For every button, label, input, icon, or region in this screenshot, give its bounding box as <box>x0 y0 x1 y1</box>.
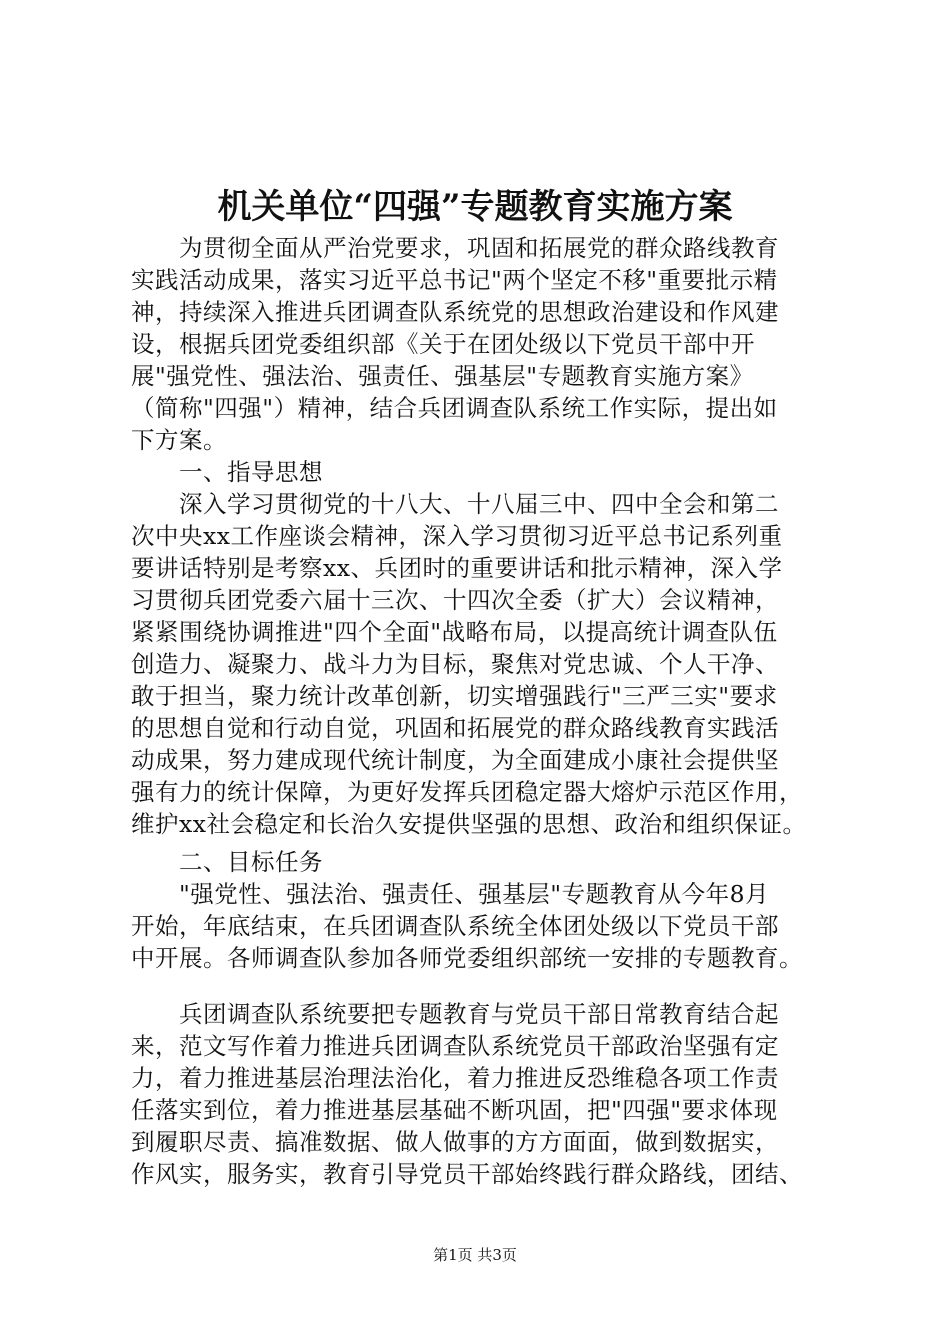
body-line: 为贯彻全面从严治党要求，巩固和拓展党的群众路线教育 <box>131 234 779 262</box>
body-line: 中开展。各师调查队参加各师党委组织部统一安排的专题教育。 <box>131 944 803 972</box>
body-line: 创造力、凝聚力、战斗力为目标，聚焦对党忠诚、个人干净、 <box>131 650 779 678</box>
document-title: 机关单位“四强”专题教育实施方案 <box>217 187 733 227</box>
section-heading: 二、目标任务 <box>131 848 323 876</box>
body-line: 下方案。 <box>131 426 227 454</box>
body-line: 到履职尽责、搞准数据、做人做事的方方面面，做到数据实， <box>131 1128 779 1156</box>
body-line: "强党性、强法治、强责任、强基层"专题教育从今年8月 <box>131 880 770 908</box>
body-line: 力，着力推进基层治理法治化，着力推进反恐维稳各项工作责 <box>131 1064 779 1092</box>
body-line: 要讲话特别是考察xx、兵团时的重要讲话和批示精神，深入学 <box>131 554 783 582</box>
page-number: 第1页 共3页 <box>433 1246 517 1264</box>
body-line: 深入学习贯彻党的十八大、十八届三中、四中全会和第二 <box>131 490 779 518</box>
body-line: 展"强党性、强法治、强责任、强基层"专题教育实施方案》 <box>131 362 754 390</box>
body-line: 习贯彻兵团党委六届十三次、十四次全委（扩大）会议精神， <box>131 586 779 614</box>
body-line: 维护xx社会稳定和长治久安提供坚强的思想、政治和组织保证。 <box>131 810 807 838</box>
body-line: 任落实到位，着力推进基层基础不断巩固，把"四强"要求体现 <box>131 1096 778 1124</box>
body-line: 的思想自觉和行动自觉，巩固和拓展党的群众路线教育实践活 <box>131 714 779 742</box>
body-line: （简称"四强"）精神，结合兵团调查队系统工作实际，提出如 <box>131 394 778 422</box>
body-line: 开始，年底结束，在兵团调查队系统全体团处级以下党员干部 <box>131 912 779 940</box>
body-line: 神，持续深入推进兵团调查队系统党的思想政治建设和作风建 <box>131 298 779 326</box>
body-line: 来，范文写作着力推进兵团调查队系统党员干部政治坚强有定 <box>131 1032 779 1060</box>
section-heading: 一、指导思想 <box>131 458 323 486</box>
body-line: 次中央xx工作座谈会精神，深入学习贯彻习近平总书记系列重 <box>131 522 783 550</box>
body-line: 动成果，努力建成现代统计制度，为全面建成小康社会提供坚 <box>131 746 779 774</box>
body-line: 作风实，服务实，教育引导党员干部始终践行群众路线，团结、 <box>131 1160 803 1188</box>
body-line: 实践活动成果，落实习近平总书记"两个坚定不移"重要批示精 <box>131 266 778 294</box>
body-line: 敢于担当，聚力统计改革创新，切实增强践行"三严三实"要求 <box>131 682 778 710</box>
body-line: 强有力的统计保障，为更好发挥兵团稳定器大熔炉示范区作用， <box>131 778 803 806</box>
body-line: 设，根据兵团党委组织部《关于在团处级以下党员干部中开 <box>131 330 755 358</box>
body-line: 兵团调查队系统要把专题教育与党员干部日常教育结合起 <box>131 1000 779 1028</box>
body-line: 紧紧围绕协调推进"四个全面"战略布局，以提高统计调查队伍 <box>131 618 778 646</box>
